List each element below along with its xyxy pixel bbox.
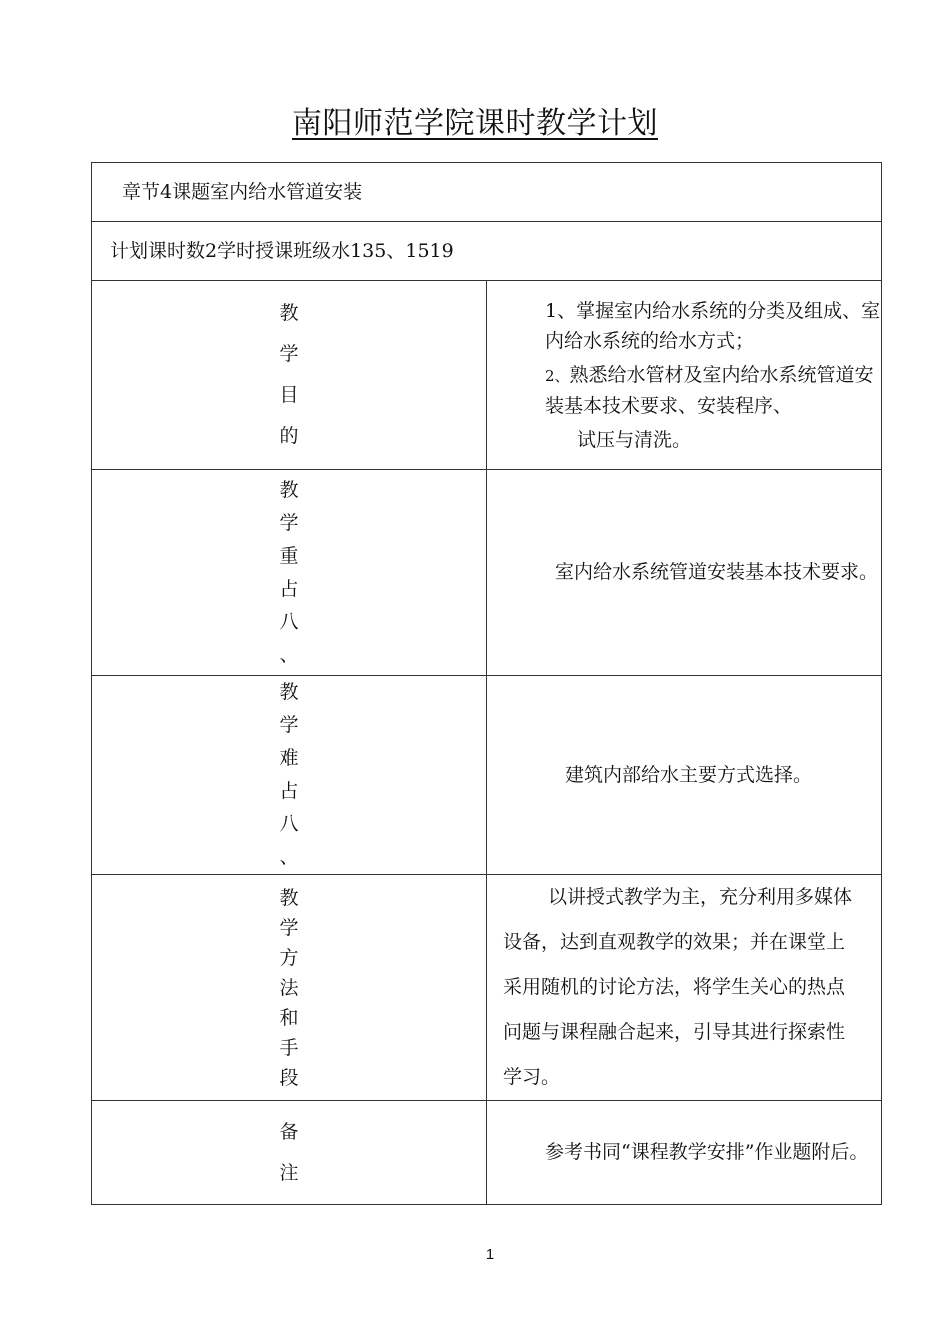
notes-label (92, 1101, 487, 1205)
notes-content (487, 1101, 882, 1205)
label-char: 备 (279, 1120, 299, 1143)
label-char: 注 (279, 1161, 299, 1184)
objectives-content (487, 281, 882, 470)
document-title-text: 南阳师范学院课时教学计划 (292, 106, 658, 141)
label-char: 段 (279, 1066, 299, 1089)
label-char: 手 (279, 1036, 299, 1059)
label-char: 教 (279, 681, 299, 703)
label-char: 教 (279, 886, 299, 909)
objective-item-2 (545, 360, 881, 421)
label-char: 教 (279, 478, 299, 501)
hours-cell: 计划课时数2学时授课班级水135、1519 (92, 222, 882, 281)
label-char: 学 (279, 916, 299, 939)
notes-row (92, 1101, 882, 1205)
chapter-cell: 章节4课题室内给水管道安装 (92, 163, 882, 222)
hours-row (92, 222, 882, 281)
label-char: 占 (279, 780, 299, 802)
methods-row (92, 875, 882, 1101)
label-char: 、 (279, 846, 299, 868)
key-points-content (487, 470, 882, 676)
methods-content (487, 875, 882, 1101)
label-char: 学 (279, 343, 299, 365)
difficulties-label (92, 676, 487, 875)
methods-label (92, 875, 487, 1101)
methods-text: 以讲授式教学为主，充分利用多媒体设备，达到直观教学的效果；并在课堂上采用随机的讨论方法，将学生关心的热点问题与课程融合起来，引导其进行探索性学习。 (503, 886, 853, 1088)
label-char: 难 (279, 747, 299, 769)
difficulties-text: 建筑内部给水主要方式选择。 (565, 763, 813, 786)
label-char: 八 (279, 610, 299, 633)
objective-item-1: 1、掌握室内给水系统的分类及组成、室内给水系统的给水方式； (545, 299, 881, 352)
label-char: 、 (279, 643, 299, 666)
label-char: 法 (279, 976, 299, 999)
objective-item-2-continuation: 试压与清洗。 (577, 428, 692, 451)
difficulties-row (92, 676, 882, 875)
objectives-row (92, 281, 882, 470)
chapter-row (92, 163, 882, 222)
label-char: 学 (279, 714, 299, 736)
document-title (0, 98, 950, 142)
key-points-row (92, 470, 882, 676)
label-char: 方 (279, 946, 299, 969)
key-points-text: 室内给水系统管道安装基本技术要求。 (555, 561, 879, 584)
objective-item-2-text: 熟悉给水管材及室内给水系统管道安装基本技术要求、安装程序、 (545, 363, 874, 417)
label-char: 的 (279, 425, 299, 447)
lesson-plan-table (91, 162, 882, 1205)
label-char: 八 (279, 813, 299, 835)
page-number: 1 (485, 1246, 495, 1263)
label-char: 学 (279, 511, 299, 534)
key-points-label (92, 470, 487, 676)
objective-item-2-number: 2、 (545, 366, 570, 385)
label-char: 重 (279, 544, 299, 567)
difficulties-content (487, 676, 882, 875)
label-char: 和 (279, 1006, 299, 1029)
label-char: 占 (279, 577, 299, 600)
objectives-label (92, 281, 487, 470)
label-char: 目 (279, 384, 299, 406)
label-char: 教 (279, 302, 299, 324)
notes-text: 参考书同“课程教学安排”作业题附后。 (545, 1141, 869, 1164)
